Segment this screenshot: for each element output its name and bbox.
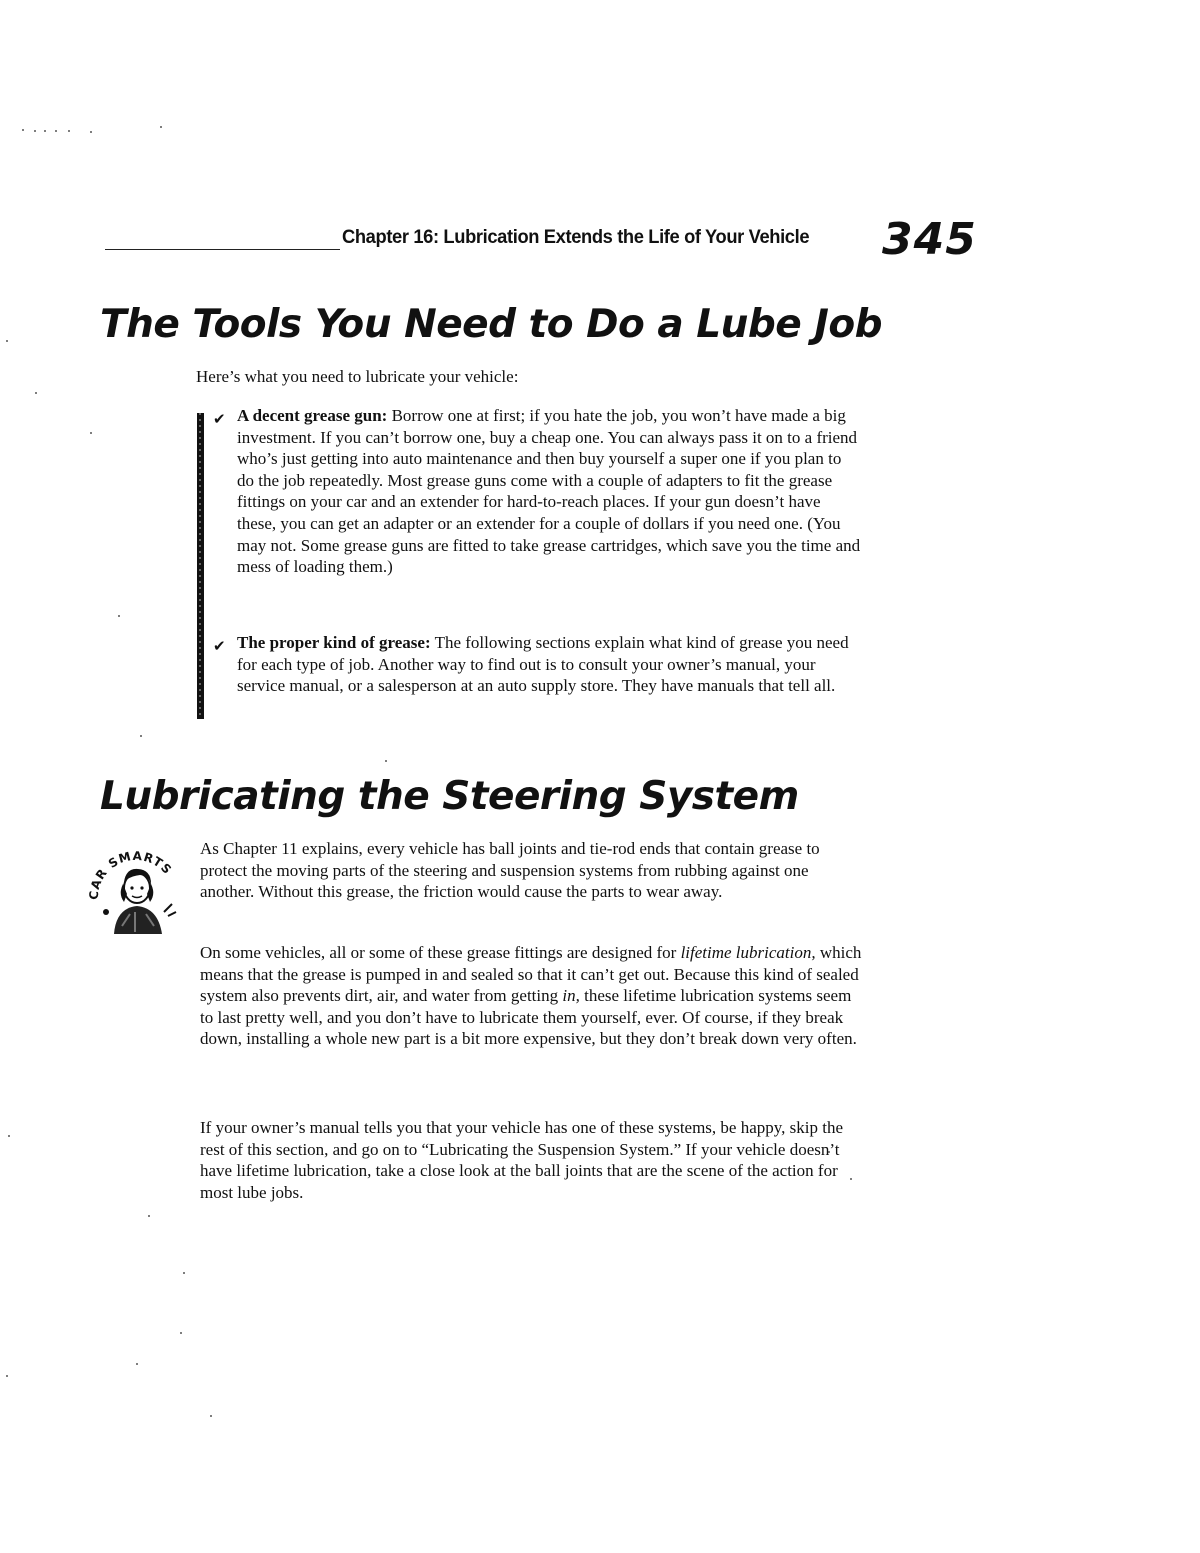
scan-speck bbox=[8, 1135, 10, 1137]
list-item bbox=[237, 405, 862, 578]
scan-speck bbox=[183, 1272, 185, 1274]
page-number: 345 bbox=[882, 214, 977, 265]
scan-speck bbox=[148, 1215, 150, 1217]
paragraph-text: On some vehicles, all or some of these grease fittings are designed for bbox=[200, 943, 681, 962]
scan-speck bbox=[34, 130, 36, 132]
scan-speck bbox=[6, 340, 8, 342]
paragraph bbox=[200, 942, 865, 1050]
icon-label: CAR SMARTS bbox=[86, 848, 175, 901]
checkmark-icon: ✔ bbox=[213, 410, 226, 428]
running-header: Chapter 16: Lubrication Extends the Life of Your Vehicle bbox=[342, 226, 810, 248]
emphasis-text: in, bbox=[562, 986, 580, 1006]
scan-speck bbox=[385, 760, 387, 762]
paragraph: If your owner’s manual tells you that your vehicle has one of these systems, be happy, skip the rest of this section, and go on to “Lubricating the Suspension System.” If your vehicle doesn’t have lifetime lubrication, take a close look at the ball joints that are the scene of the action for most lube jobs. bbox=[200, 1118, 844, 1202]
header-rule bbox=[200, 249, 340, 250]
scan-speck bbox=[90, 131, 92, 133]
scan-speck bbox=[55, 130, 57, 132]
scan-speck bbox=[118, 615, 120, 617]
header-rule bbox=[105, 249, 200, 250]
scan-speck bbox=[180, 1332, 182, 1334]
scan-speck bbox=[35, 392, 37, 394]
paragraph-text: which means that the grease is pumped in and sealed so that it can’t get out. Because this kind of sealed system also prevents dirt, air, and water from getting bbox=[200, 943, 862, 1006]
list-item-lead: A decent grease gun: bbox=[237, 406, 388, 425]
list-item-text: Borrow one at first; if you hate the job, you won’t have made a big investment. If you can’t borrow one, buy a cheap one. You can always pass it on to a friend who’s just getting into auto maintenance and then buy yourself a super one if you plan to do the job repeatedly. Most grease guns come with a couple of adapters to fit the grease fittings on your car and an extender for hard-to-reach places. If your gun doesn’t have these, you can get an adapter or an extender for a couple of dollars if you need one. (You may not. Some grease guns are fitted to take grease cartridges, which save you the time and mess of loading them.) bbox=[237, 406, 861, 577]
emphasis-text: lifetime lubrication, bbox=[680, 943, 816, 962]
section-heading: Lubricating the Steering System bbox=[100, 774, 799, 819]
scan-speck bbox=[160, 126, 162, 128]
scan-speck bbox=[90, 432, 92, 434]
scan-speck bbox=[210, 1415, 212, 1417]
list-item-lead: The proper kind of grease: bbox=[237, 633, 431, 652]
scan-speck bbox=[22, 129, 24, 131]
section-heading: The Tools You Need to Do a Lube Job bbox=[100, 302, 883, 347]
list-item-text: The following sections explain what kind of grease you need for each type of job. Another way to find out is to consult your owner’s manual, your service manual, or a salesperson at an auto supply store. They have manuals that tell all. bbox=[237, 633, 849, 696]
paragraph-text: these lifetime lubrication systems seem to last pretty well, and you don’t have to lubricate them yourself, ever. Of course, if they break down, installing a whole new part is a bit more expensive, but they don’t break down very often. bbox=[200, 986, 857, 1049]
scan-speck bbox=[6, 1375, 8, 1377]
checkmark-icon: ✔ bbox=[213, 637, 226, 655]
sidebar-rule-texture bbox=[199, 413, 201, 719]
scan-speck bbox=[140, 735, 142, 737]
paragraph: As Chapter 11 explains, every vehicle has ball joints and tie-rod ends that contain grease to protect the moving parts of the steering and suspension systems from rubbing against one another. Without this grease, the friction would cause the parts to wear away. bbox=[200, 839, 820, 902]
scan-speck bbox=[44, 130, 46, 132]
intro-paragraph: Here’s what you need to lubricate your vehicle: bbox=[196, 367, 519, 386]
car-smarts-icon bbox=[80, 842, 188, 942]
scan-speck bbox=[68, 130, 70, 132]
list-item bbox=[237, 632, 862, 697]
scan-speck bbox=[136, 1363, 138, 1365]
